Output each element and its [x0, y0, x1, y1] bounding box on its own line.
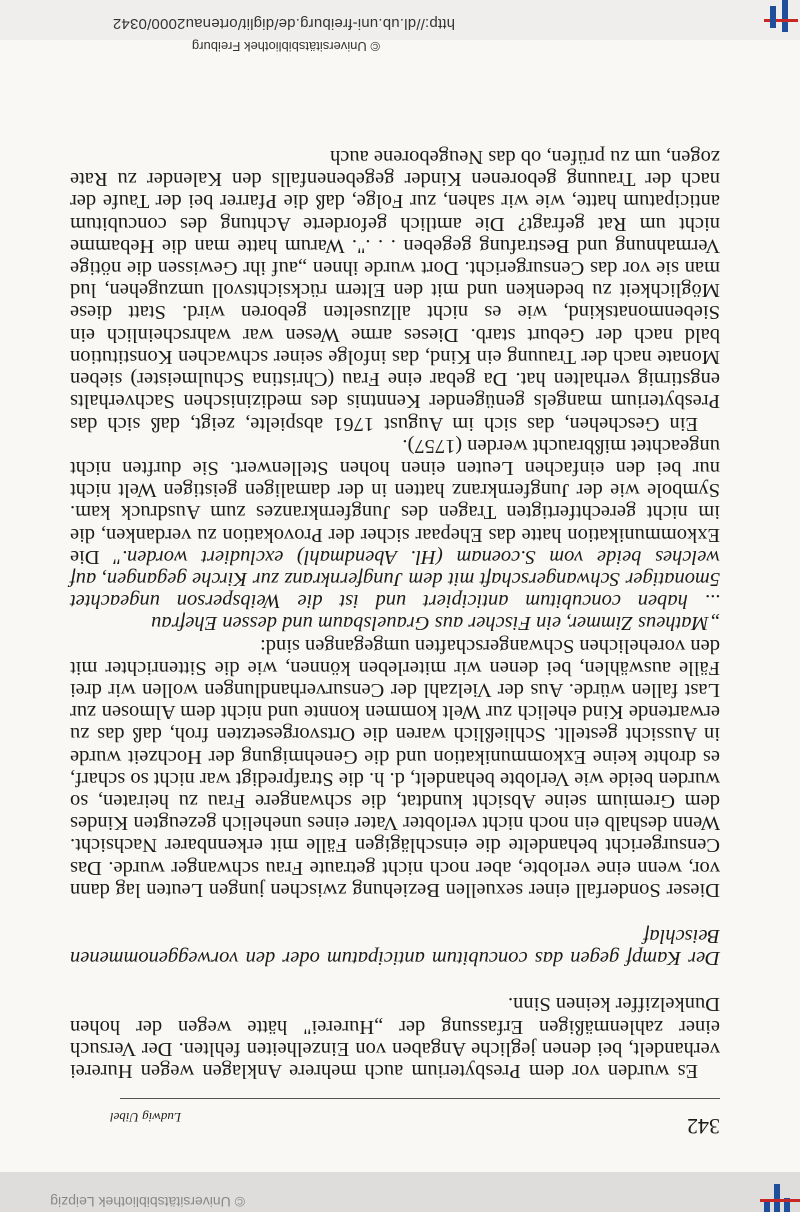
document-url[interactable]: http://dl.ub.uni-freiburg.de/diglit/ortenau2000/0342: [112, 15, 455, 32]
quote-block: [70, 435, 720, 613]
library-header-band: [0, 0, 800, 54]
quote-intro: „Matheus Zimmer, ein Fischer aus Grauelsbaum und dessen Ehefrau: [151, 612, 720, 635]
running-head: Ludwig Uibel: [110, 1110, 182, 1125]
paragraph-3-tail: Die Exkommunikation hatte das Ehepaar sicher der Provokation zu verdanken, die im nicht gerechtfertigten Tragen des Jungfernkranzes zum Ausdruck kam. Symbole wie der Jungfernkranz hatten in der damaligen geistigen Welt nicht nur bei den einfachen Leuten einen hohen Stellenwert. Sie durften nicht ungeachtet mißbraucht werden (1757).: [70, 434, 720, 568]
university-logo-icon: [756, 0, 800, 40]
page-number: 342: [687, 1114, 720, 1139]
header-rule: [120, 1098, 720, 1099]
paragraph-4: Ein Geschehen, das sich im August 1761 abspielte, zeigt, daß sich das Presbyterium mangels genügender Kenntnis des medizinischen Sachverhalts engstirnig verhalten hat. Da gebar eine Frau (Christina Schulmeister) sieben Monate nach der Trauung ein Kind, das infolge seiner schwachen Konstitution bald nach der Geburt starb. Dieses arme Wesen war wahrscheinlich ein Siebenmonatskind, wie es nicht allzuselten geboren wird. Statt diese Möglichkeit zu bedenken und mit den Eltern rücksichtsvoll umzugehen, lud man sie vor das Censurgericht. Dort wurde ihnen „auf ihr Gewissen die nötige Vermahnung und Bestrafung gegeben . . .". Warum hatte man die Hebamme nicht um Rat gefragt? Die amtlich geforderte Achtung des concubitum anticipatum hatte, wie wir sahen, zur Folge, daß die Pfarrer bei der Taufe der nach der Trauung geborenen Kinder gegebenenfalls den Kalender zu Rate zogen, um zu prüfen, ob das Neugeborene auch: [70, 146, 720, 435]
paragraph-1: Es wurden vor dem Presbyterium auch mehrere Anklagen wegen Hurerei verhandelt, bei denen jegliche Angaben von Einzelheiten fehlten. Der Versuch einer zahlenmäßigen Erfassung der „Hurerei" hätte wegen der hohen Dunkelziffer keinen Sinn.: [70, 993, 720, 1082]
paragraph-2: Dieser Sonderfall einer sexuellen Beziehung zwischen jungen Leuten lag dann vor, wenn eine verlobte, aber noch nicht getraute Frau schwanger wurde. Das Censurgericht behandelte die einschlägigen Fälle mit erkennbarer Nachsicht. Wenn deshalb ein noch nicht verlobter Vater eines unehelich gezeugten Kindes dem Gremium seine Absicht kundtat, die schwangere Frau zu heiraten, so wurden beide wie Verlobte behandelt, d. h. die Strafpredigt war nicht so scharf, es drohte keine Exkommunikation und die Genehmigung der Hochzeit wurde in Aussicht gestellt. Schließlich waren die Ortsvorgesetzten froh, daß das zu erwartende Kind ehelich zur Welt kommen konnte und nicht dem Almosen zur Last fallen würde. Aus der Vielzahl der Censurverhandlungen wollen wir drei Fälle auswählen, bei denen wir miterleben können, wie die Sittenrichter mit den vorehelichen Schwangerschaften umgegangen sind:: [70, 634, 720, 901]
library-footer-band: [0, 1172, 800, 1212]
library-copyright: © Universitätsbibliothek Freiburg: [191, 39, 380, 54]
quote-text: ... haben concubitum anticipiert und ist die Weibsperson ungeachtet 5monatiger Schwangerschaft mit dem Jungfernkranz zur Kirche gegangen, auf welches beide vom S.coenam (Hl. Abendmahl) excludiert worden.": [70, 545, 720, 613]
library-name: © Universitätsbibliothek Leipzig: [50, 1194, 245, 1210]
document-page: [70, 146, 720, 1137]
library-logo-icon: [756, 1172, 800, 1212]
page-header: [70, 1103, 720, 1137]
section-title: Der Kampf gegen das concubitum anticipatum oder den vorweggenommenen Beischlaf: [70, 924, 720, 970]
